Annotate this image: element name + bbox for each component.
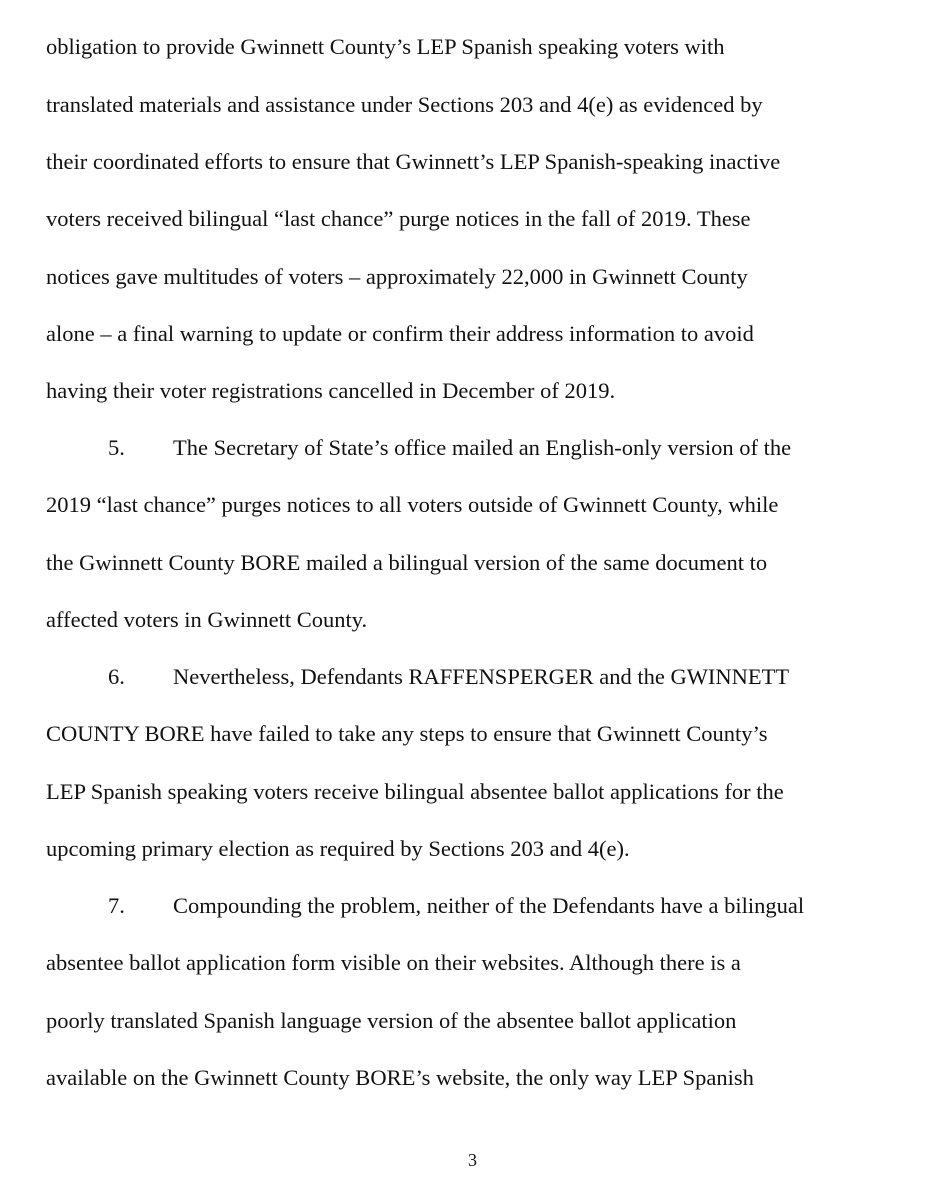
paragraph-7-line-2: absentee ballot application form visible on their websites. Although there is a [46, 950, 741, 975]
paragraph-number: 6. [108, 664, 125, 689]
paragraph-4-line-4: voters received bilingual “last chance” purge notices in the fall of 2019. These [46, 206, 751, 231]
page-number: 3 [468, 1150, 477, 1170]
paragraph-4-line-1: obligation to provide Gwinnett County’s LEP Spanish speaking voters with [46, 34, 725, 59]
paragraph-4-line-6: alone – a final warning to update or confirm their address information to avoid [46, 321, 754, 346]
paragraph-5-line-1: The Secretary of State’s office mailed an English-only version of the [173, 435, 792, 460]
paragraph-6-line-2: COUNTY BORE have failed to take any steps to ensure that Gwinnett County’s [46, 721, 768, 746]
paragraph-7-line-1: Compounding the problem, neither of the Defendants have a bilingual [173, 893, 805, 918]
paragraph-6-line-1: Nevertheless, Defendants RAFFENSPERGER and the GWINNETT [173, 664, 790, 689]
paragraph-6-line-4: upcoming primary election as required by Sections 203 and 4(e). [46, 836, 630, 861]
paragraph-4-line-7: having their voter registrations cancelled in December of 2019. [46, 378, 616, 403]
paragraph-5-line-3: the Gwinnett County BORE mailed a bilingual version of the same document to [46, 550, 768, 575]
paragraph-7-line-3: poorly translated Spanish language version of the absentee ballot application [46, 1008, 737, 1033]
paragraph-4-line-5: notices gave multitudes of voters – approximately 22,000 in Gwinnett County [46, 264, 748, 289]
paragraph-6-line-3: LEP Spanish speaking voters receive bilingual absentee ballot applications for the [46, 779, 784, 804]
paragraph-number: 5. [108, 435, 125, 460]
paragraph-4-line-2: translated materials and assistance under Sections 203 and 4(e) as evidenced by [46, 92, 763, 117]
paragraph-5-line-4: affected voters in Gwinnett County. [46, 607, 368, 632]
paragraph-number: 7. [108, 893, 125, 918]
paragraph-7-line-4: available on the Gwinnett County BORE’s website, the only way LEP Spanish [46, 1065, 754, 1090]
paragraph-5-line-2: 2019 “last chance” purges notices to all voters outside of Gwinnett County, while [46, 492, 779, 517]
paragraph-4-line-3: their coordinated efforts to ensure that Gwinnett’s LEP Spanish-speaking inactive [46, 149, 781, 174]
